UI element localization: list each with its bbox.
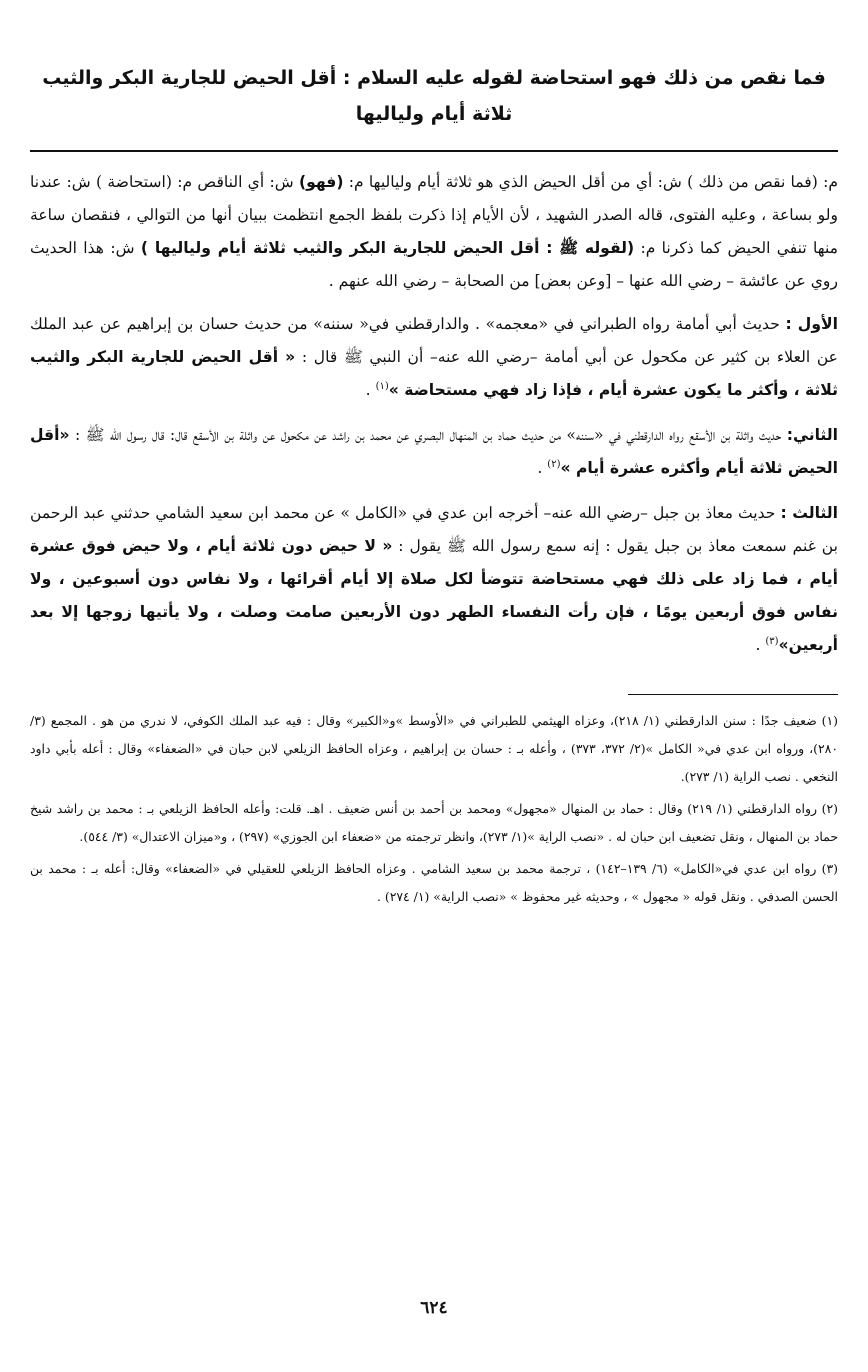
page-content xyxy=(30,60,838,915)
footnote-1: (١) ضعيف جدًا : سنن الدارقطني (١/ ٢١٨)، وعزاه الهيثمي للطبراني في «الأوسط »و«الكبير» وقال : فيه عبد الملك الكوفي، لا ندري من هو . المجمع (٣/ ٢٨٠)، ورواه ابن عدي في« الكامل »(٢/ ٣٧٢، ٣٧٣) ، وأعله بـ : حسان بن إبراهيم ، وعزاه الحافظ الزيلعي لابن حبان في «الضعفاء» وقال : أعله بأبي داود النخعي . نصب الراية (١/ ٢٧٣). xyxy=(30,713,839,784)
hadith-first-paragraph xyxy=(30,308,838,407)
hadith-second-quote: «أقل الحيض ثلاثة أيام وأكثره عشرة أيام » xyxy=(30,426,838,477)
hadith-second-paragraph xyxy=(30,419,838,485)
page-heading: فما نقص من ذلك فهو استحاضة لقوله عليه السلام : أقل الحيض للجارية البكر والثيب ثلاثة أيام ولياليها xyxy=(42,67,826,125)
commentary-bold-term: (فهو) xyxy=(298,173,344,191)
page-number: ٦٢٤ xyxy=(420,1298,448,1318)
hadith-third-text: حديث معاذ بن جبل –رضي الله عنه– أخرجه ابن عدي في «الكامل » عن محمد ابن سعيد الشامي حدثني عبد الرحمن بن غنم سمعت معاذ بن جبل يقول : إنه سمع رسول الله ﷺ يقول : xyxy=(30,504,838,555)
hadith-second-end: . xyxy=(537,459,548,477)
commentary-text-end: ش: هذا الحديث روي عن عائشة – رضي الله عنها – [وعن بعض] من الصحابة – رضي الله عنهم . xyxy=(30,239,838,290)
footnote-ref-1[interactable]: (١) xyxy=(375,380,389,392)
footnote-ref-2[interactable]: (٢) xyxy=(547,458,561,470)
footnote-2: (٢) رواه الدارقطني (١/ ٢١٩) وقال : حماد بن المنهال «مجهول» ومحمد بن أحمد بن أنس ضعيف . اهـ. قلت: وأعله الحافظ الزيلعي بـ : محمد بن راشد شيخ حماد بن المنهال ، ونقل تضعيف ابن حبان له . «نصب الراية »(١/ ٢٧٣)، وانظر ترجمته من «ضعفاء ابن الجوزي» (٢٩٧) ، و«ميزان الاعتدال» (٣/ ٥٤٤). xyxy=(30,801,838,844)
footnote-ref-3[interactable]: (٣) xyxy=(765,635,779,647)
hadith-first-text: حديث أبي أمامة رواه الطبراني في «معجمه» . والدارقطني في« سننه» من حديث حسان بن إبراهيم عن عبد الملك عن العلاء بن كثير عن مكحول عن أبي أمامة –رضي الله عنه– أن النبي ﷺ قال : xyxy=(30,315,838,366)
hadith-third-label: الثالث : xyxy=(780,504,838,522)
hadith-third-end: . xyxy=(755,636,766,654)
hadith-third-paragraph xyxy=(30,497,838,662)
hadith-second-text: حديث واثلة بن الأسقع رواه الدارقطني في «سننه» من حديث حماد بن المنهال البصري عن محمد بن راشد عن مكحول عن واثلة بن الأسقع قال: قال رسول الله ﷺ : xyxy=(69,426,787,444)
hadith-first-end: . xyxy=(365,381,376,399)
hadith-first-label: الأول : xyxy=(785,315,838,333)
commentary-bold-hadith: (لقوله ﷺ : أقل الحيض للجارية البكر والثيب ثلاثة أيام ولياليها ) xyxy=(140,239,635,257)
hadith-third-quote: « لا حيض دون ثلاثة أيام ، ولا حيض فوق عشرة أيام ، فما زاد على ذلك فهي مستحاضة تتوضأ لكل صلاة إلا أيام أقرائها ، ولا نفاس دون أسبوعين ، ولا نفاس فوق أربعين يومًا ، فإن رأت النفساء الطهر دون الأربعين صامت وصلت ، ولا يأتيها زوجها إلا بعد أربعين» xyxy=(30,537,838,654)
heading-divider xyxy=(30,150,838,152)
footnote-divider xyxy=(628,694,838,695)
commentary-text-continued: ش: أي الناقص م: (استحاضة ) ش: عندنا ولو بساعة ، وعليه الفتوى، قاله الصدر الشهيد ، لأن الأيام إذا ذكرت بلفظ الجمع انتظمت ببيان أنها من التوالي ، فنقصان ساعة منها تنفي الحيض كما ذكرنا م: xyxy=(30,173,838,257)
footnote-3: (٣) رواه ابن عدي في«الكامل» (٦/ ١٣٩–١٤٢) ، ترجمة محمد بن سعيد الشامي . وعزاه الحافظ الزيلعي للعقيلي في «الضعفاء» وقال: أعله بـ : محمد بن الحسن الصدفي . ونقل قوله « مجهول » ، وحديثه غير محفوظ » «نصب الراية» (١/ ٢٧٤) . xyxy=(30,861,839,904)
hadith-second-label: الثاني: xyxy=(786,426,838,444)
commentary-text: م: (فما نقص من ذلك ) ش: أي من أقل الحيض الذي هو ثلاثة أيام ولياليها م: xyxy=(343,173,838,191)
commentary-paragraph xyxy=(30,166,838,298)
hadith-first-quote: « أقل الحيض للجارية البكر والثيب ثلاثة ، وأكثر ما يكون عشرة أيام ، فإذا زاد فهي مستحاضة » xyxy=(30,348,838,399)
